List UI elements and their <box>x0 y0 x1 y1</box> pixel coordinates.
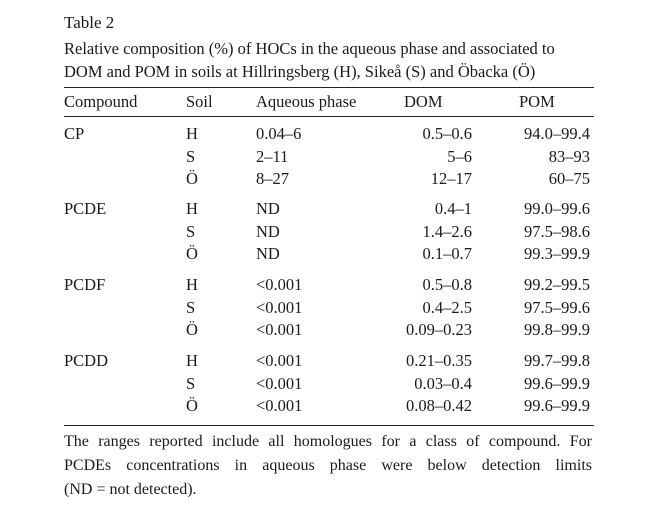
table-footnote <box>64 430 592 502</box>
soil-cell: H <box>186 124 198 143</box>
aqueous-phase-cell: <0.001 <box>256 351 303 370</box>
dom-cell: 1.4–2.6 <box>422 221 472 241</box>
dom-cell: 0.1–0.7 <box>422 244 472 263</box>
aqueous-phase-cell: 2–11 <box>256 146 289 166</box>
header-aqueous-phase: Aqueous phase <box>256 92 357 111</box>
soil-cell: Ö <box>186 320 198 339</box>
soil-cell: Ö <box>186 244 198 263</box>
pom-cell: 99.7–99.8 <box>524 351 590 370</box>
soil-cell: H <box>186 199 198 218</box>
soil-cell: S <box>186 373 196 393</box>
soil-cell: H <box>186 351 198 370</box>
dom-cell: 0.4–1 <box>434 199 472 218</box>
pom-cell: 97.5–98.6 <box>524 221 590 241</box>
compound-cell: PCDD <box>64 351 109 370</box>
pom-cell: 99.6–99.9 <box>524 373 590 393</box>
pom-cell: 99.0–99.6 <box>524 199 590 218</box>
pom-cell: 99.3–99.9 <box>524 244 590 263</box>
soil-cell: H <box>186 275 198 294</box>
aqueous-phase-cell: ND <box>256 221 280 241</box>
caption-line: Relative composition (%) of HOCs in the aqueous phase and associated to <box>64 39 555 58</box>
soil-cell: Ö <box>186 169 198 188</box>
dom-cell: 0.03–0.4 <box>414 373 472 393</box>
table-caption <box>64 37 604 83</box>
footnote-line: PCDEs concentrations in aqueous phase were below detection limits <box>64 457 592 474</box>
soil-cell: S <box>186 146 196 166</box>
dom-cell: 0.09–0.23 <box>406 320 472 339</box>
pom-cell: 94.0–99.4 <box>524 124 590 143</box>
header-soil: Soil <box>186 92 213 111</box>
dom-cell: 0.08–0.42 <box>406 396 472 415</box>
compound-cell: PCDE <box>64 199 107 218</box>
pom-cell: 99.2–99.5 <box>524 275 590 294</box>
pom-cell: 99.6–99.9 <box>524 396 590 415</box>
aqueous-phase-cell: ND <box>256 244 280 263</box>
aqueous-phase-cell: <0.001 <box>256 275 303 294</box>
table-label: Table 2 <box>64 13 115 32</box>
aqueous-phase-cell: <0.001 <box>256 320 303 339</box>
aqueous-phase-cell: <0.001 <box>256 297 303 317</box>
dom-cell: 5–6 <box>447 146 472 166</box>
compound-cell: CP <box>64 124 85 143</box>
footnote-line: (ND = not detected). <box>64 481 197 498</box>
aqueous-phase-cell: ND <box>256 199 280 218</box>
bottom-rule <box>64 425 594 426</box>
header-pom: POM <box>519 92 555 111</box>
pom-cell: 99.8–99.9 <box>524 320 590 339</box>
soil-cell: S <box>186 297 196 317</box>
soil-cell: Ö <box>186 396 198 415</box>
header-dom: DOM <box>404 92 443 111</box>
top-rule <box>64 87 594 88</box>
pom-cell: 97.5–99.6 <box>524 297 590 317</box>
header-rule <box>64 116 594 117</box>
soil-cell: S <box>186 221 196 241</box>
aqueous-phase-cell: 0.04–6 <box>256 124 302 143</box>
dom-cell: 0.4–2.5 <box>422 297 472 317</box>
dom-cell: 0.5–0.6 <box>422 124 472 143</box>
pom-cell: 60–75 <box>548 169 590 188</box>
aqueous-phase-cell: <0.001 <box>256 396 303 415</box>
aqueous-phase-cell: 8–27 <box>256 169 289 188</box>
aqueous-phase-cell: <0.001 <box>256 373 303 393</box>
footnote-line: The ranges reported include all homologues for a class of compound. For <box>64 433 592 450</box>
pom-cell: 83–93 <box>548 146 590 166</box>
dom-cell: 12–17 <box>430 169 472 188</box>
compound-cell: PCDF <box>64 275 106 294</box>
caption-line: DOM and POM in soils at Hillringsberg (H), Sikeå (S) and Öbacka (Ö) <box>64 62 536 81</box>
dom-cell: 0.5–0.8 <box>422 275 472 294</box>
dom-cell: 0.21–0.35 <box>406 351 472 370</box>
header-compound: Compound <box>64 92 138 111</box>
